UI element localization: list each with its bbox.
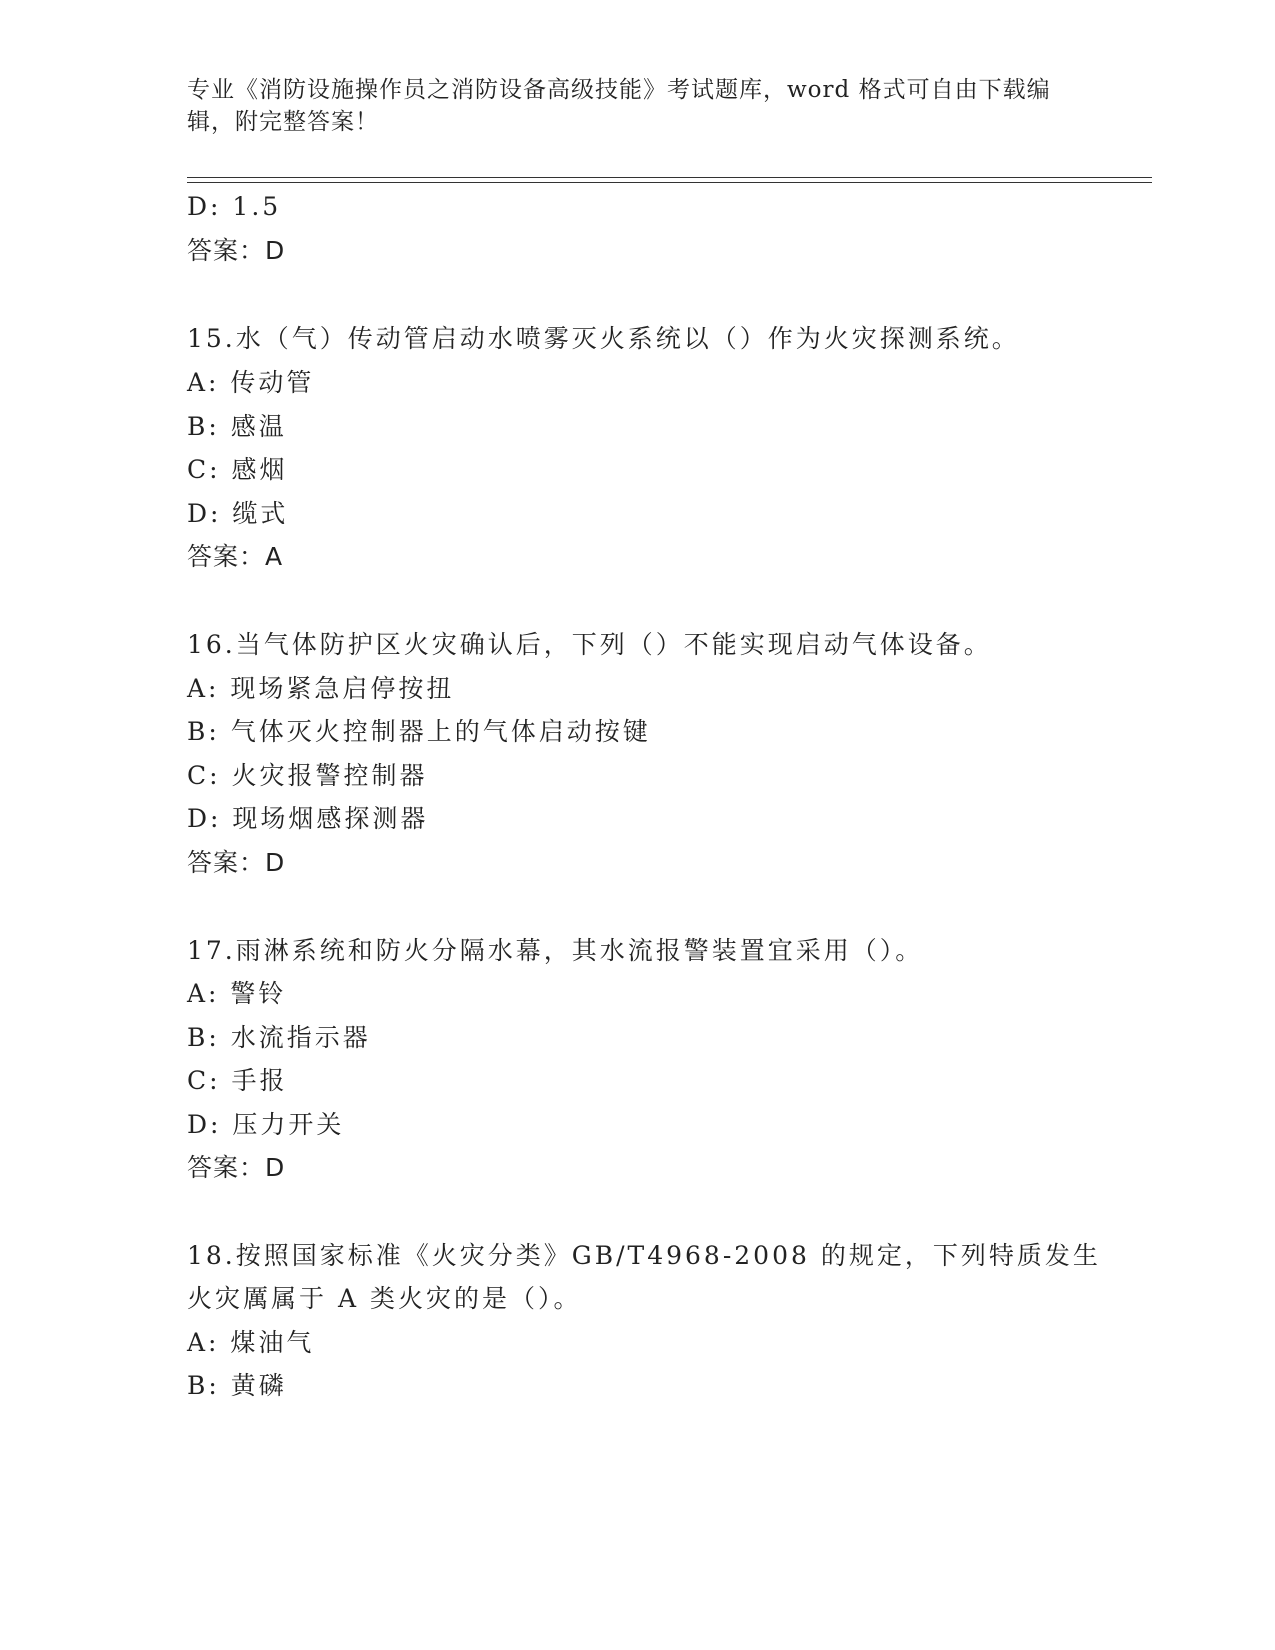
question-16-option-d: D: 现场烟感探测器 [187, 804, 429, 833]
question-15-answer: 答案：A [187, 542, 284, 571]
question-15-option-d: D: 缆式 [187, 499, 289, 528]
question-16-option-b: B: 气体灭火控制器上的气体启动按键 [187, 717, 651, 746]
question-18-option-a: A: 煤油气 [187, 1328, 315, 1357]
prev-answer: 答案：D [187, 236, 286, 265]
question-15-option-a: A: 传动管 [187, 368, 315, 397]
header-line-1: 专业《消防设施操作员之消防设备高级技能》考试题库，word 格式可自由下载编 [187, 77, 1051, 103]
question-16-stem: 16.当气体防护区火灾确认后，下列（）不能实现启动气体设备。 [187, 630, 992, 659]
question-18-stem-line-1: 18.按照国家标准《火灾分类》GB/T4968-2008 的规定，下列特质发生 [187, 1241, 1101, 1270]
header-line-2: 辑，附完整答案！ [187, 109, 379, 135]
question-17-option-b: B: 水流指示器 [187, 1023, 371, 1052]
question-16-answer: 答案：D [187, 848, 286, 877]
question-17-answer: 答案：D [187, 1153, 286, 1182]
prev-option-d: D: 1.5 [187, 192, 282, 221]
question-16-option-c: C: 火灾报警控制器 [187, 761, 428, 790]
question-15-option-b: B: 感温 [187, 412, 287, 441]
question-17-option-c: C: 手报 [187, 1066, 288, 1095]
question-15-option-c: C: 感烟 [187, 455, 288, 484]
question-18-stem-line-2: 火灾厲属于 A 类火灾的是（）。 [187, 1284, 582, 1313]
header-divider-bottom [187, 182, 1152, 183]
question-18-option-b: B: 黄磷 [187, 1371, 287, 1400]
question-17-option-a: A: 警铃 [187, 979, 287, 1008]
question-15-stem: 15.水（气）传动管启动水喷雾灭火系统以（）作为火灾探测系统。 [187, 324, 1020, 353]
question-17-stem: 17.雨淋系统和防火分隔水幕，其水流报警装置宜采用（）。 [187, 936, 924, 965]
question-17-option-d: D: 压力开关 [187, 1110, 345, 1139]
header-divider-top [187, 177, 1152, 178]
document-header [187, 74, 1067, 138]
question-16-option-a: A: 现场紧急启停按扭 [187, 674, 455, 703]
